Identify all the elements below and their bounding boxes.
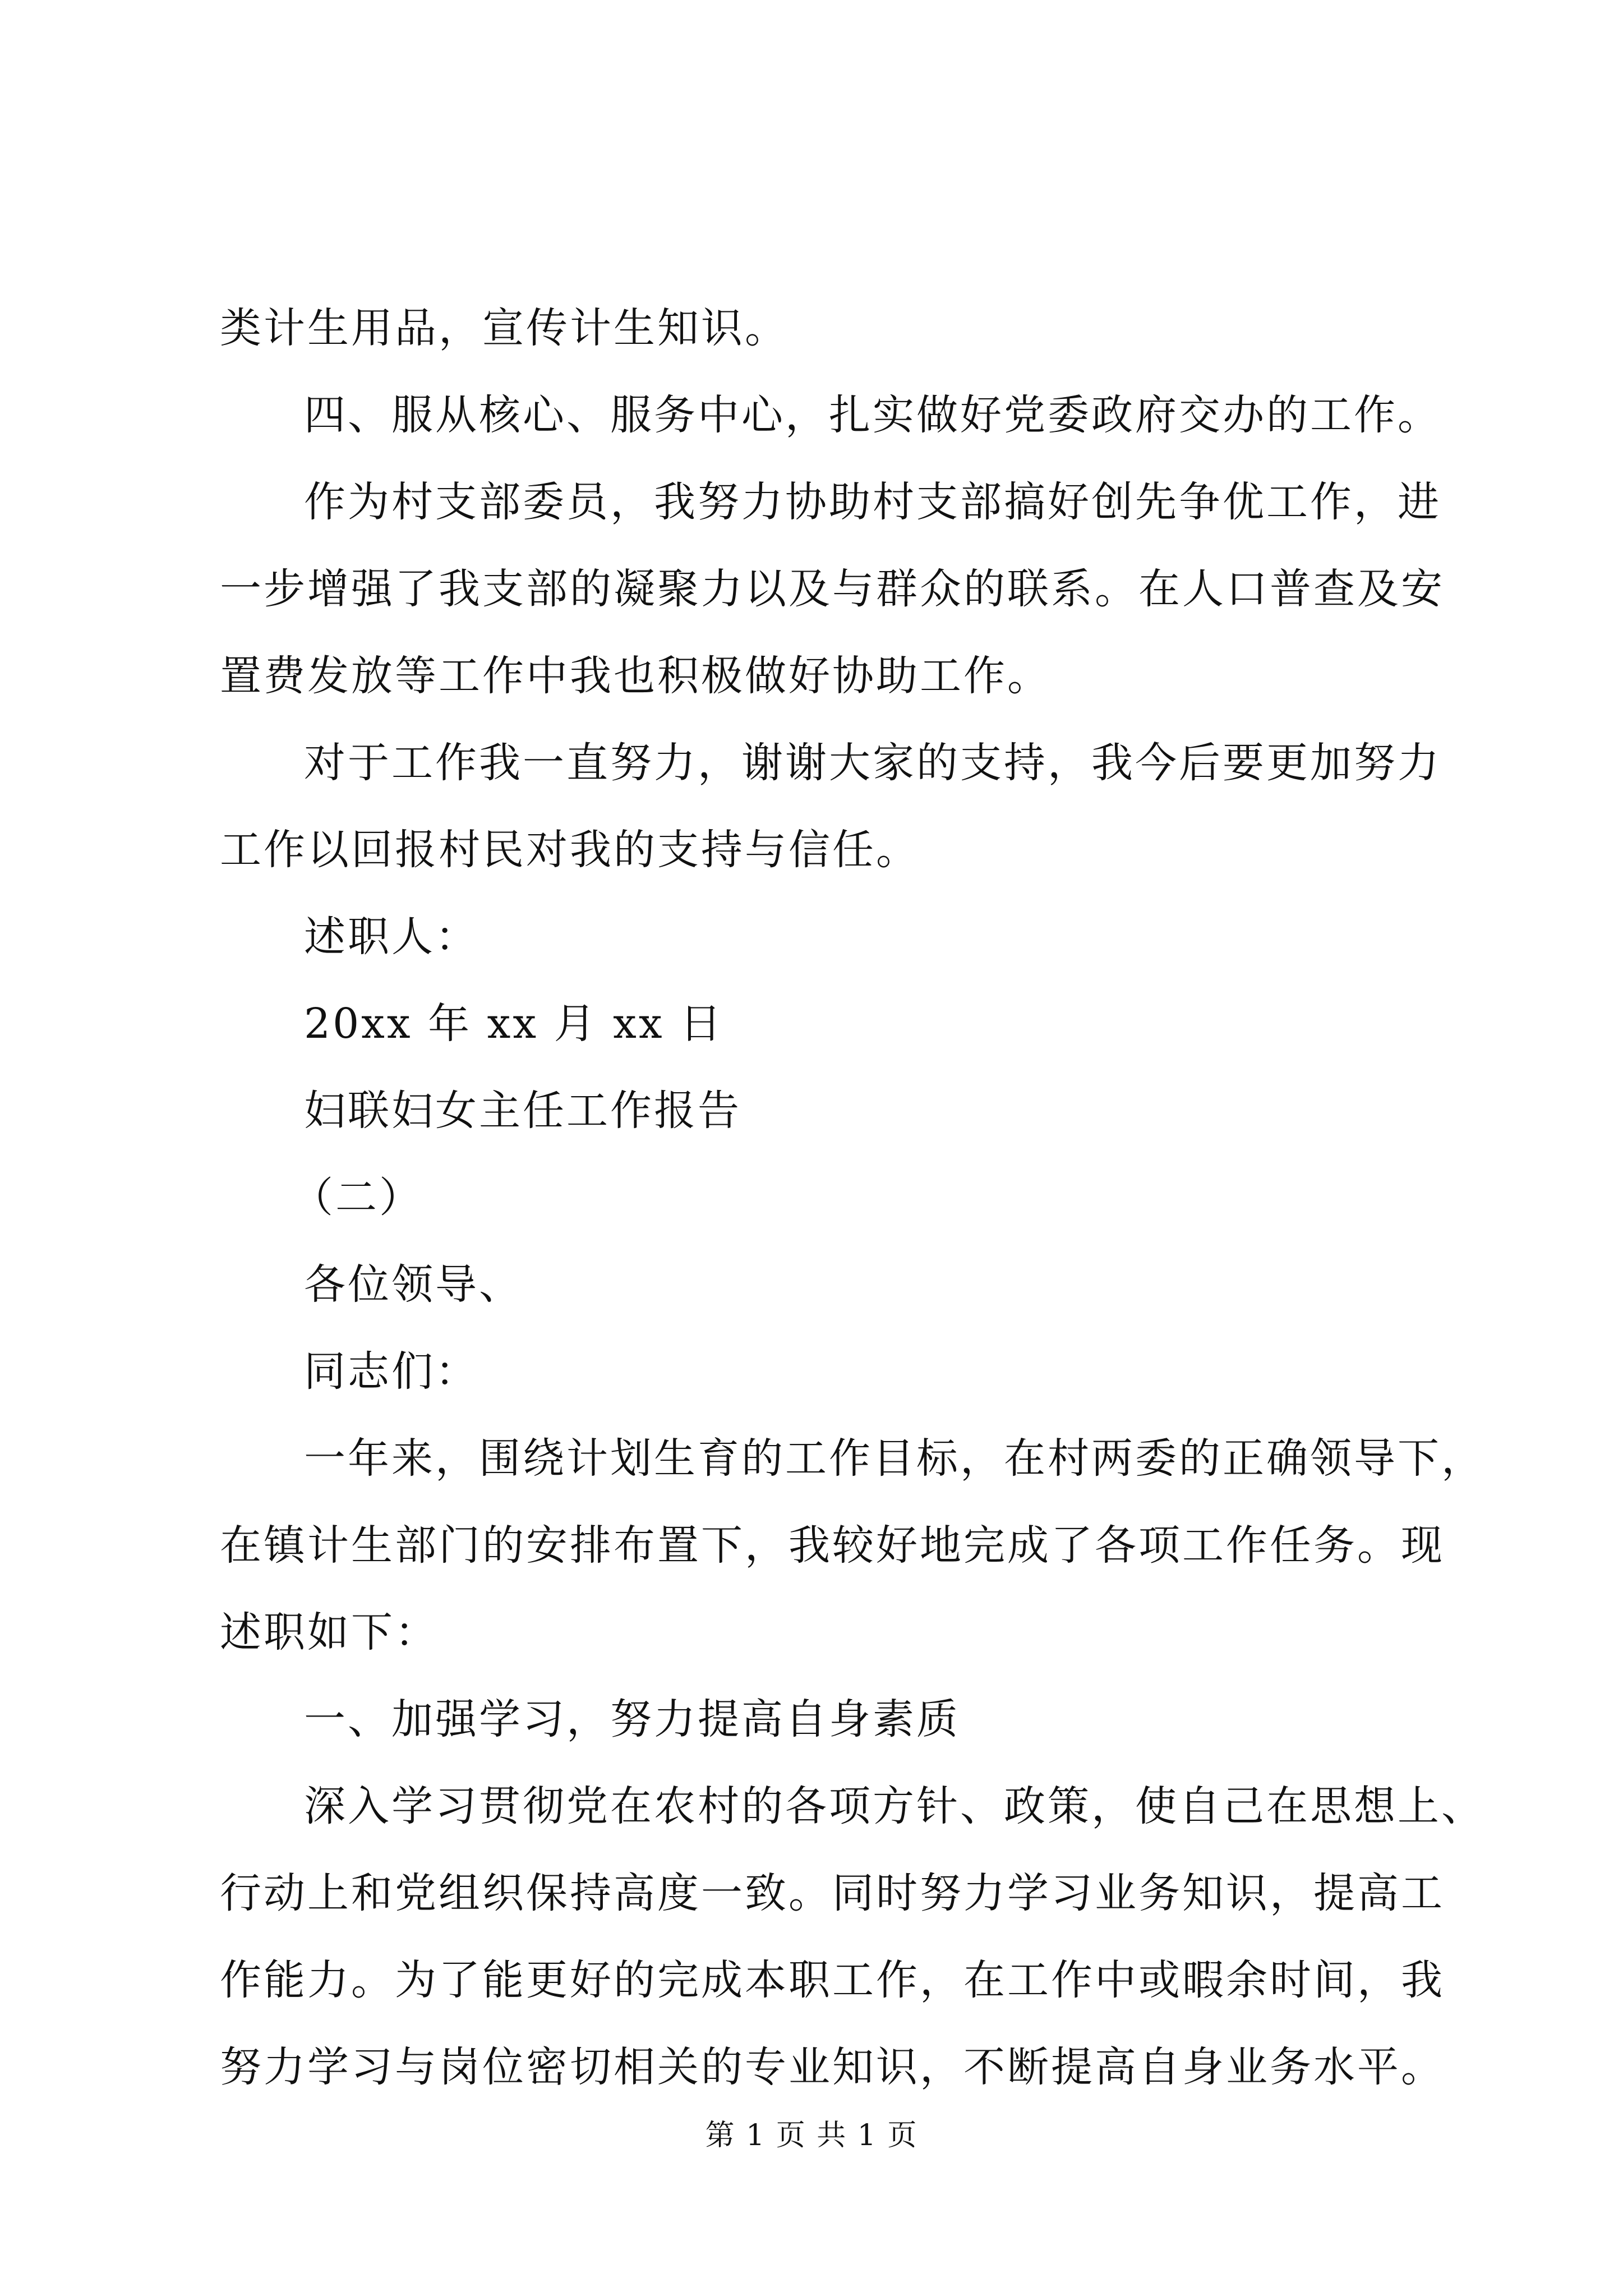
text-line: 行动上和党组织保持高度一致。同时努力学习业务知识，提高工 (220, 1869, 1445, 1917)
date-line: 20xx 年 xx 月 xx 日 (304, 1000, 724, 1048)
text-line: 在镇计生部门的安排布置下，我较好地完成了各项工作任务。现 (220, 1521, 1445, 1570)
section-heading: 四、服从核心、服务中心，扎实做好党委政府交办的工作。 (304, 391, 1441, 439)
text-line: 作能力。为了能更好的完成本职工作，在工作中或暇余时间，我 (220, 1956, 1445, 2004)
text-line: 工作以回报村民对我的支持与信任。 (220, 826, 920, 874)
page-footer: 第 1 页 共 1 页 (705, 2119, 918, 2152)
text-line: 作为村支部委员，我努力协助村支部搞好创先争优工作，进 (304, 478, 1441, 526)
part-number: （二） (292, 1174, 423, 1222)
text-line: 置费发放等工作中我也积极做好协助工作。 (220, 652, 1051, 700)
salutation: 各位领导、 (304, 1260, 523, 1309)
report-title: 妇联妇女主任工作报告 (304, 1087, 741, 1135)
text-line: 类计生用品，宣传计生知识。 (220, 304, 789, 352)
section-heading: 一、加强学习，努力提高自身素质 (304, 1695, 960, 1743)
salutation: 同志们： (304, 1347, 479, 1396)
signature-label: 述职人： (304, 913, 479, 961)
text-line: 述职如下： (220, 1608, 439, 1657)
text-line: 努力学习与岗位密切相关的专业知识，不断提高自身业务水平。 (220, 2043, 1445, 2091)
text-line: 对于工作我一直努力，谢谢大家的支持，我今后要更加努力 (304, 739, 1441, 787)
text-line: 深入学习贯彻党在农村的各项方针、政策，使自己在思想上、 (304, 1782, 1485, 1830)
text-line: 一年来，围绕计划生育的工作目标，在村两委的正确领导下， (304, 1434, 1485, 1483)
text-line: 一步增强了我支部的凝聚力以及与群众的联系。在人口普查及安 (220, 565, 1445, 613)
